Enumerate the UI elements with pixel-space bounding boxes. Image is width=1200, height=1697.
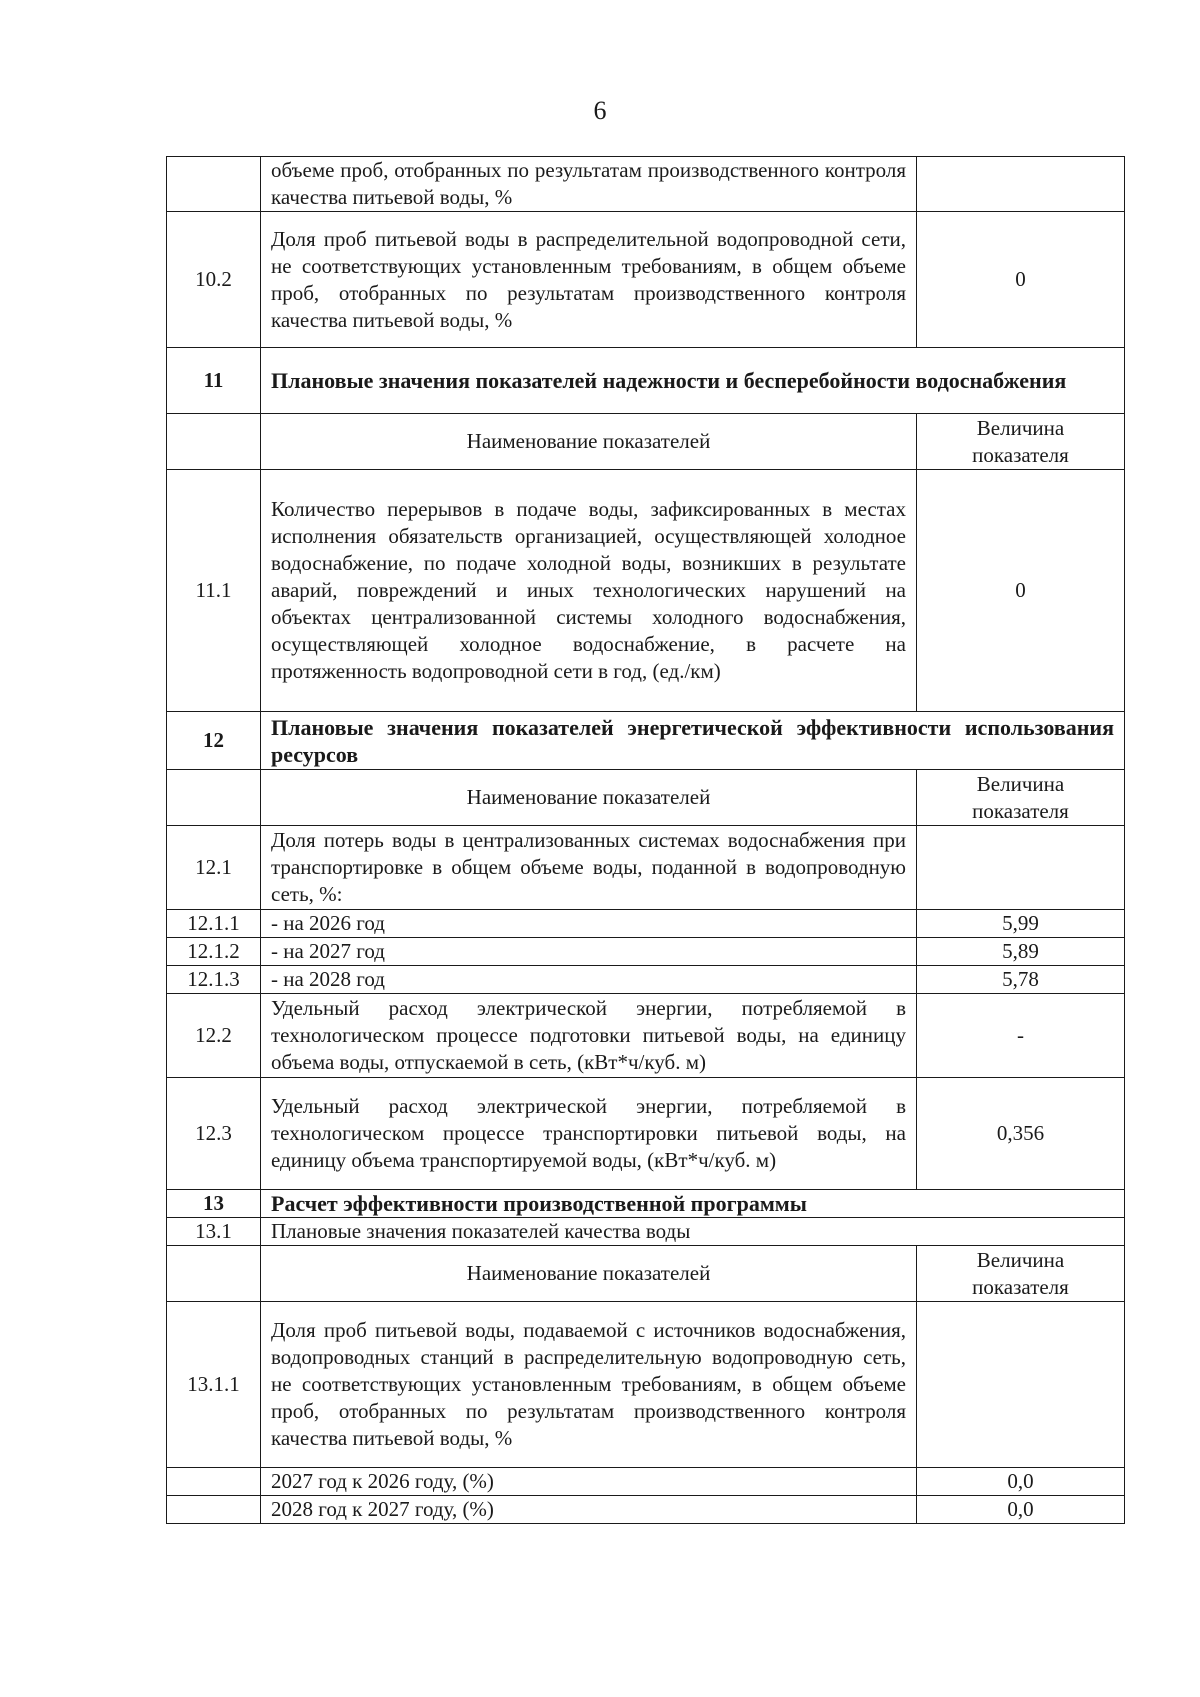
header-row <box>167 1246 1125 1302</box>
row-number: 13.1 <box>167 1218 261 1246</box>
row-description: 2027 год к 2026 году, (%) <box>261 1468 917 1496</box>
table-row <box>167 1468 1125 1496</box>
row-description: Доля проб питьевой воды, подаваемой с источников водоснабжения, водопроводных станций в распределительную водопроводную сеть, не соответствующих установленным требованиям, в общем объеме проб, отобранных по результатам производственного контроля качества питьевой воды, % <box>261 1302 917 1468</box>
row-value: 0,0 <box>917 1468 1125 1496</box>
section-row <box>167 348 1125 414</box>
header-value: Величина показателя <box>917 1246 1125 1302</box>
row-number <box>167 157 261 212</box>
header-row <box>167 770 1125 826</box>
table-row <box>167 1496 1125 1524</box>
row-number <box>167 1468 261 1496</box>
page-number: 6 <box>593 96 607 125</box>
row-value: - <box>917 994 1125 1078</box>
table-row <box>167 826 1125 910</box>
row-number: 12.3 <box>167 1078 261 1190</box>
section-number: 11 <box>167 348 261 414</box>
header-value: Величина показателя <box>917 414 1125 470</box>
table-row <box>167 994 1125 1078</box>
row-value <box>917 826 1125 910</box>
row-number: 12.1.3 <box>167 966 261 994</box>
row-description: 2028 год к 2027 году, (%) <box>261 1496 917 1524</box>
row-description: Удельный расход электрической энергии, потребляемой в технологическом процессе транспортировки питьевой воды, на единицу объема транспортируемой воды, (кВт*ч/куб. м) <box>261 1078 917 1190</box>
row-number: 13.1.1 <box>167 1302 261 1468</box>
row-description: Доля проб питьевой воды в распределительной водопроводной сети, не соответствующих установленным требованиям, в общем объеме проб, отобранных по результатам производственного контроля качества питьевой воды, % <box>261 212 917 348</box>
row-value: 5,89 <box>917 938 1125 966</box>
row-value: 0 <box>917 470 1125 712</box>
row-value <box>917 1302 1125 1468</box>
row-number: 11.1 <box>167 470 261 712</box>
row-value: 0,356 <box>917 1078 1125 1190</box>
row-value: 5,99 <box>917 910 1125 938</box>
table-row <box>167 938 1125 966</box>
header-name: Наименование показателей <box>261 414 917 470</box>
section-row <box>167 1190 1125 1218</box>
row-number: 12.1.2 <box>167 938 261 966</box>
row-number: 12.2 <box>167 994 261 1078</box>
row-description: Удельный расход электрической энергии, потребляемой в технологическом процессе подготовки питьевой воды, на единицу объема воды, отпускаемой в сеть, (кВт*ч/куб. м) <box>261 994 917 1078</box>
header-name: Наименование показателей <box>261 770 917 826</box>
row-number: 12.1.1 <box>167 910 261 938</box>
row-description: - на 2026 год <box>261 910 917 938</box>
section-title: Плановые значения показателей энергетической эффективности использования ресурсов <box>261 712 1125 770</box>
row-description: объеме проб, отобранных по результатам производственного контроля качества питьевой воды, % <box>261 157 917 212</box>
indicators-table <box>166 156 1125 1524</box>
section-number: 12 <box>167 712 261 770</box>
row-number: 12.1 <box>167 826 261 910</box>
row-value: 0 <box>917 212 1125 348</box>
table-row <box>167 910 1125 938</box>
row-value <box>917 157 1125 212</box>
section-title: Расчет эффективности производственной программы <box>261 1190 1125 1218</box>
table-row <box>167 1078 1125 1190</box>
table-row <box>167 212 1125 348</box>
header-row <box>167 414 1125 470</box>
row-description: - на 2027 год <box>261 938 917 966</box>
row-number <box>167 1496 261 1524</box>
table-row <box>167 157 1125 212</box>
row-description: Плановые значения показателей качества воды <box>261 1218 1125 1246</box>
row-value: 0,0 <box>917 1496 1125 1524</box>
row-value: 5,78 <box>917 966 1125 994</box>
section-number: 13 <box>167 1190 261 1218</box>
table-row <box>167 1302 1125 1468</box>
table-row <box>167 1218 1125 1246</box>
row-number: 10.2 <box>167 212 261 348</box>
header-name: Наименование показателей <box>261 1246 917 1302</box>
row-description: - на 2028 год <box>261 966 917 994</box>
table-row <box>167 470 1125 712</box>
row-description: Доля потерь воды в централизованных системах водоснабжения при транспортировке в общем объеме воды, поданной в водопроводную сеть, %: <box>261 826 917 910</box>
header-value: Величина показателя <box>917 770 1125 826</box>
table-row <box>167 966 1125 994</box>
section-row <box>167 712 1125 770</box>
section-title: Плановые значения показателей надежности и бесперебойности водоснабжения <box>261 348 1125 414</box>
row-description: Количество перерывов в подаче воды, зафиксированных в местах исполнения обязательств организацией, осуществляющей холодное водоснабжение, по подаче холодной воды, возникших в результате аварий, повреждений и иных технологических нарушений на объектах централизованной системы холодного водоснабжения, осуществляющей холодное водоснабжение, в расчете на протяженность водопроводной сети в год, (ед./км) <box>261 470 917 712</box>
